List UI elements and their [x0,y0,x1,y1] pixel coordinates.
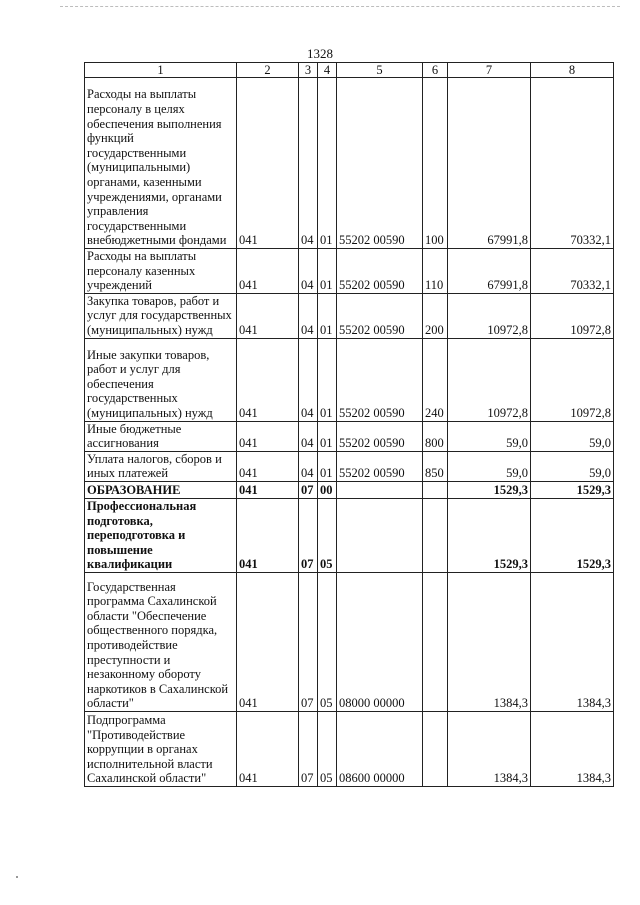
section-code-cell: 04 [299,451,318,481]
header-cell: 6 [423,63,448,78]
header-cell: 7 [448,63,531,78]
table-row [85,711,614,786]
amount-year1-cell: 1384,3 [448,711,531,786]
header-cell: 1 [85,63,237,78]
admin-code-cell: 041 [237,78,299,249]
header-cell: 4 [318,63,337,78]
row-name-cell: ОБРАЗОВАНИЕ [85,481,237,498]
amount-year1-cell: 59,0 [448,421,531,451]
amount-year2-cell: 1529,3 [531,481,614,498]
table-row [85,421,614,451]
table-row [85,249,614,294]
amount-year2-cell: 1384,3 [531,572,614,711]
scan-edge-line [60,6,620,7]
target-article-cell: 55202 00590 [337,421,423,451]
table-row [85,451,614,481]
section-code-cell: 04 [299,338,318,421]
amount-year2-cell: 10972,8 [531,338,614,421]
row-name-cell: Уплата налогов, сборов и иных платежей [85,451,237,481]
section-code-cell: 07 [299,572,318,711]
section-code-cell: 04 [299,293,318,338]
amount-year1-cell: 59,0 [448,451,531,481]
amount-year2-cell: 70332,1 [531,249,614,294]
amount-year2-cell: 70332,1 [531,78,614,249]
target-article-cell [337,498,423,572]
amount-year1-cell: 10972,8 [448,338,531,421]
subsection-code-cell: 01 [318,451,337,481]
admin-code-cell: 041 [237,572,299,711]
admin-code-cell: 041 [237,293,299,338]
row-name-cell: Профессиональная подготовка, переподготовка и повышение квалификации [85,498,237,572]
subsection-code-cell: 01 [318,78,337,249]
row-name-cell: Закупка товаров, работ и услуг для государственных (муниципальных) нужд [85,293,237,338]
subsection-code-cell: 01 [318,338,337,421]
section-code-cell: 04 [299,249,318,294]
expense-type-cell: 850 [423,451,448,481]
subsection-code-cell: 01 [318,249,337,294]
header-cell: 3 [299,63,318,78]
table-row [85,481,614,498]
header-cell: 2 [237,63,299,78]
row-name-cell: Иные бюджетные ассигнования [85,421,237,451]
amount-year2-cell: 59,0 [531,451,614,481]
header-cell: 8 [531,63,614,78]
table-row [85,498,614,572]
expense-type-cell: 100 [423,78,448,249]
amount-year1-cell: 10972,8 [448,293,531,338]
section-code-cell: 07 [299,498,318,572]
expense-type-cell: 110 [423,249,448,294]
subsection-code-cell: 05 [318,498,337,572]
expense-type-cell [423,481,448,498]
amount-year1-cell: 67991,8 [448,249,531,294]
amount-year2-cell: 1529,3 [531,498,614,572]
admin-code-cell: 041 [237,338,299,421]
expense-type-cell [423,498,448,572]
target-article-cell: 08600 00000 [337,711,423,786]
amount-year1-cell: 1529,3 [448,481,531,498]
section-code-cell: 04 [299,78,318,249]
admin-code-cell: 041 [237,711,299,786]
header-row [85,63,614,78]
amount-year2-cell: 10972,8 [531,293,614,338]
expense-type-cell [423,711,448,786]
scan-speck [16,876,18,878]
table-row [85,293,614,338]
admin-code-cell: 041 [237,481,299,498]
amount-year1-cell: 67991,8 [448,78,531,249]
admin-code-cell: 041 [237,249,299,294]
table-row [85,78,614,249]
target-article-cell: 55202 00590 [337,293,423,338]
admin-code-cell: 041 [237,421,299,451]
target-article-cell: 08000 00000 [337,572,423,711]
amount-year1-cell: 1384,3 [448,572,531,711]
target-article-cell [337,481,423,498]
subsection-code-cell: 05 [318,711,337,786]
admin-code-cell: 041 [237,451,299,481]
page-number: 1328 [307,46,333,61]
row-name-cell: Государственная программа Сахалинской области "Обеспечение общественного порядка, противодействие преступности и незаконному обороту наркотиков в Сахалинской области" [85,572,237,711]
row-name-cell: Расходы на выплаты персоналу казенных учреждений [85,249,237,294]
expense-type-cell: 800 [423,421,448,451]
subsection-code-cell: 05 [318,572,337,711]
section-code-cell: 04 [299,421,318,451]
subsection-code-cell: 00 [318,481,337,498]
budget-table [84,62,614,787]
expense-type-cell [423,572,448,711]
section-code-cell: 07 [299,481,318,498]
expense-type-cell: 200 [423,293,448,338]
target-article-cell: 55202 00590 [337,78,423,249]
target-article-cell: 55202 00590 [337,451,423,481]
amount-year2-cell: 1384,3 [531,711,614,786]
subsection-code-cell: 01 [318,421,337,451]
target-article-cell: 55202 00590 [337,249,423,294]
section-code-cell: 07 [299,711,318,786]
row-name-cell: Иные закупки товаров, работ и услуг для обеспечения государственных (муниципальных) нужд [85,338,237,421]
target-article-cell: 55202 00590 [337,338,423,421]
subsection-code-cell: 01 [318,293,337,338]
table-row [85,572,614,711]
expense-type-cell: 240 [423,338,448,421]
header-cell: 5 [337,63,423,78]
row-name-cell: Расходы на выплаты персоналу в целях обеспечения выполнения функций государственными (муниципальными) органами, казенными учреждениями, органами управления государственными внебюджетными фондами [85,78,237,249]
table-row [85,338,614,421]
admin-code-cell: 041 [237,498,299,572]
amount-year1-cell: 1529,3 [448,498,531,572]
row-name-cell: Подпрограмма "Противодействие коррупции в органах исполнительной власти Сахалинской области" [85,711,237,786]
amount-year2-cell: 59,0 [531,421,614,451]
